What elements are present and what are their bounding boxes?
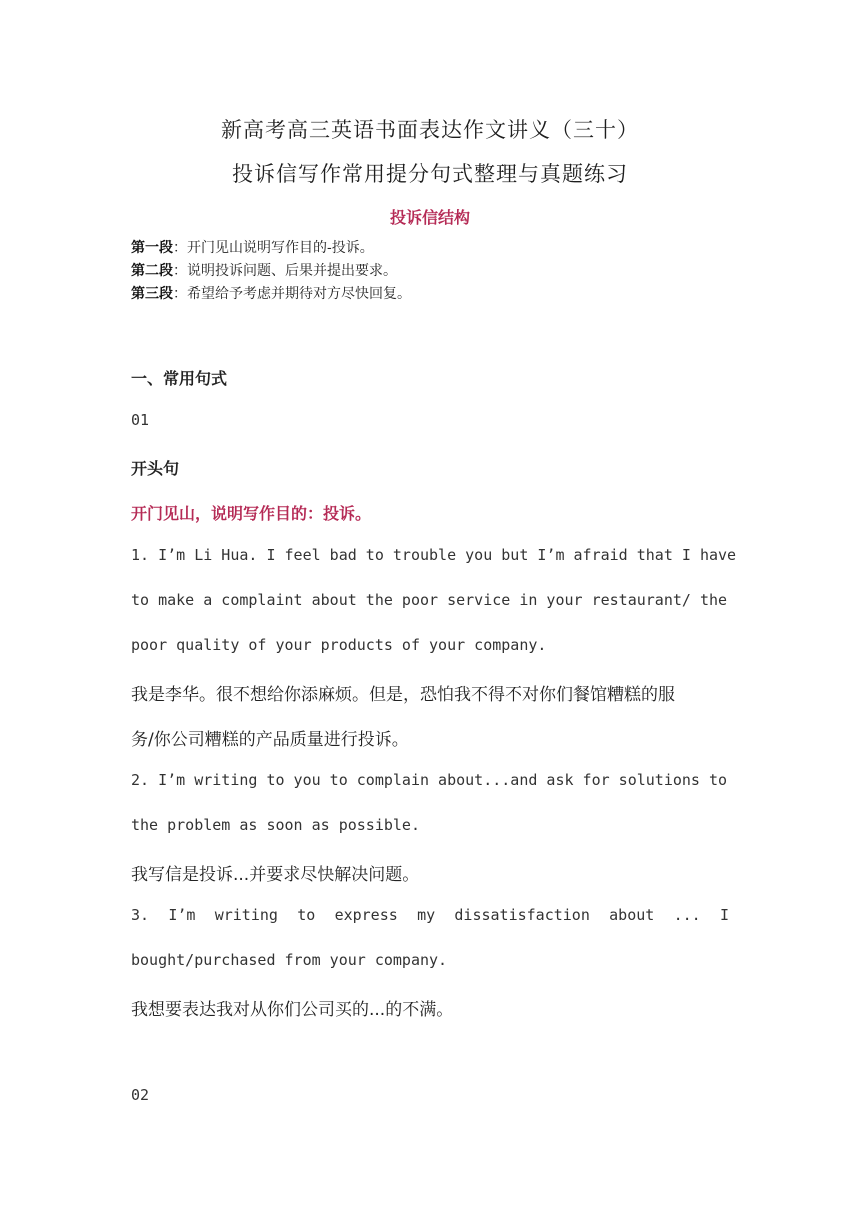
example-cn-line: 务/你公司糟糕的产品质量进行投诉。 (131, 730, 409, 750)
example-en-line: 2. I’m writing to you to complain about...and ask for solutions to (131, 771, 728, 789)
example-cn-line: 我写信是投诉...并要求尽快解决问题。 (131, 865, 420, 885)
word: about (609, 906, 655, 924)
example-en-line: bought/purchased from your company. (131, 951, 448, 969)
structure-text: ：希望给予考虑并期待对方尽快回复。 (173, 286, 411, 302)
word: writing (214, 906, 278, 924)
structure-paragraph-2 (131, 261, 397, 282)
opening-heading: 开头句 (131, 459, 180, 478)
section-heading: 一、常用句式 (131, 369, 228, 388)
structure-heading: 投诉信结构 (389, 208, 470, 227)
document-title: 新高考高三英语书面表达作文讲义（三十） (221, 118, 639, 142)
word: my (417, 906, 436, 924)
opening-purpose: 开门见山，说明写作目的：投诉。 (131, 504, 372, 523)
structure-paragraph-1 (131, 238, 374, 259)
word: I’m (168, 906, 196, 924)
word: 3. (131, 906, 150, 924)
word: ... (673, 906, 701, 924)
structure-text: ：说明投诉问题、后果并提出要求。 (173, 263, 397, 279)
document-subtitle: 投诉信写作常用提分句式整理与真题练习 (232, 162, 628, 186)
example-en-line-justified (131, 906, 729, 924)
word: express (334, 906, 398, 924)
structure-label: 第二段 (131, 263, 173, 279)
structure-label: 第三段 (131, 286, 173, 302)
example-cn-line: 我想要表达我对从你们公司买的...的不满。 (131, 1000, 454, 1020)
structure-label: 第一段 (131, 240, 173, 256)
section-number: 01 (131, 411, 150, 429)
structure-text: ：开门见山说明写作目的-投诉。 (173, 240, 374, 256)
section-number: 02 (131, 1086, 150, 1104)
example-en-line: 1. I’m Li Hua. I feel bad to trouble you but I’m afraid that I have (131, 546, 737, 564)
example-en-line: poor quality of your products of your company. (131, 636, 547, 654)
structure-paragraph-3 (131, 284, 411, 305)
example-en-line: to make a complaint about the poor service in your restaurant/ the (131, 591, 728, 609)
word: to (297, 906, 316, 924)
example-en-line: the problem as soon as possible. (131, 816, 420, 834)
word: dissatisfaction (454, 906, 590, 924)
word: I (719, 906, 729, 924)
example-cn-line: 我是李华。很不想给你添麻烦。但是，恐怕我不得不对你们餐馆糟糕的服 (131, 685, 675, 705)
